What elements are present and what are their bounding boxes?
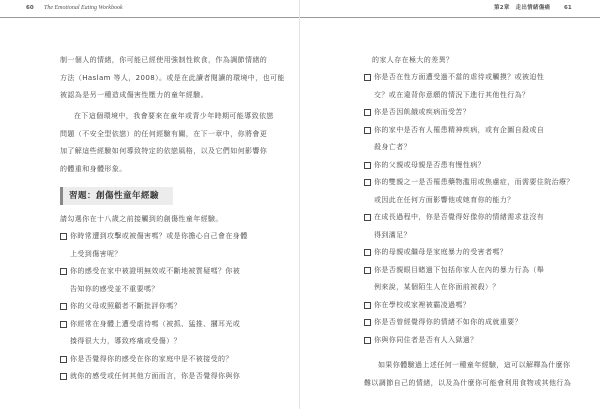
checklist-item: 你的感受在家中被證明無效或不斷地被質疑嗎？你被 告知你的感受並不重要嗎？	[60, 263, 248, 298]
checkbox[interactable]	[364, 319, 371, 326]
checkbox[interactable]	[364, 249, 371, 256]
paragraph: 在下這個環境中，我會要來在童年或青少年時期可能導致依戀 問題（不安全型依戀）的任何經驗有關，在下一章中，你將會更 加了解這些經驗如何導致特定的依戀風格，以及它們如何影響你 的體重和身體形象。	[60, 112, 274, 173]
left-running-head	[0, 0, 300, 18]
checklist-item: 你的父母或照顧者不斷批評你嗎？	[60, 298, 248, 316]
exercise-intro: 請勾選你在十八歲之前接觸到的創傷性童年經驗。	[60, 215, 223, 223]
checklist-item: 你時常遭到攻擊或被傷害嗎？或是你擔心自己會在身體 上受到傷害呢？	[60, 228, 248, 263]
checklist-item: 你是否因飢餓或疾病而受苦？	[364, 104, 574, 122]
checkbox[interactable]	[364, 179, 371, 186]
checklist-item: 你與你同住者是否有人入獄過？	[364, 332, 574, 350]
closing-paragraph: 如果你體驗過上述任何一種童年經驗，這可以解釋為什麼你 難以調節自己的情緒，以及為什麼你可能會利用食物或其他行為	[364, 361, 572, 387]
checklist-item: 你的家中是否有人罹患精神疾病，或有企圖自殺或自 殺身亡者？	[364, 122, 574, 157]
checkbox[interactable]	[364, 302, 371, 309]
checklist-item: 就你的感受或任何其他方面而言，你是否覺得你與你	[60, 368, 248, 386]
checkbox[interactable]	[364, 162, 371, 169]
checkbox[interactable]	[60, 321, 67, 328]
checklist-item: 你的父親或母親是否患有慢性病？	[364, 157, 574, 175]
paragraph: 制一個人的情緒，你可能已經使用強制性飲食，作為調節情緒的 方法（Haslam 等人，2008）。或是在此讀者閱讀的環境中，也可能 被認為是另一種造成傷害性壓力的童年經驗。	[60, 56, 285, 99]
checkbox[interactable]	[60, 356, 67, 363]
checklist	[60, 228, 248, 386]
chapter-label: 第2章 走出情緒傷痛	[494, 5, 551, 11]
checkbox[interactable]	[364, 109, 371, 116]
checklist-item: 你是否在性方面遭受過不當的虐待或觸摸？或被迫性 交？或在違背你意願的情況下進行其他性行為？	[364, 69, 574, 104]
checkbox[interactable]	[364, 337, 371, 344]
checkbox[interactable]	[364, 74, 371, 81]
running-title: The Emotional Eating Workbook	[44, 5, 123, 11]
checklist-item: 你經常在身體上遭受虐待嗎（被抓、猛推、摑耳光或 揍得很大力，導致疼痛或受傷）？	[60, 316, 248, 351]
checklist-item: 你是否親眼目睹過下包括你家人在內的暴力行為（舉 例來說，某個陌生人在你面前被殺）？	[364, 262, 574, 297]
page-number: 60	[26, 5, 34, 11]
checklist-item: 你的雙親之一是否罹患藥物濫用或焦慮症，而需要住院治療？ 或因此在任何方面影響他或她育你的能力？	[364, 174, 574, 209]
checkbox[interactable]	[60, 303, 67, 310]
checkbox[interactable]	[60, 373, 67, 380]
right-running-head	[300, 0, 600, 18]
exercise-heading: 習題：創傷性童年經驗	[60, 187, 173, 205]
continued-text: 的家人存在極大的差異？	[372, 56, 454, 64]
checklist-item: 你在學校或家裡被霸凌過嗎？	[364, 297, 574, 315]
checklist-item: 你是否覺得你的感受在你的家庭中是不被接受的？	[60, 351, 248, 369]
checkbox[interactable]	[60, 268, 67, 275]
checkbox[interactable]	[60, 233, 67, 240]
checklist-item: 你是否曾經覺得你的情緒不如你的成就重要？	[364, 314, 574, 332]
checkbox[interactable]	[364, 127, 371, 134]
checklist	[364, 69, 574, 349]
checklist-item: 在成長過程中，你是否覺得好像你的情緒需求並沒有 得到滿足？	[364, 209, 574, 244]
checklist-item: 你的母親或繼母是家庭暴力的受害者嗎？	[364, 244, 574, 262]
page-number: 61	[564, 5, 572, 11]
checkbox[interactable]	[364, 214, 371, 221]
checkbox[interactable]	[364, 267, 371, 274]
